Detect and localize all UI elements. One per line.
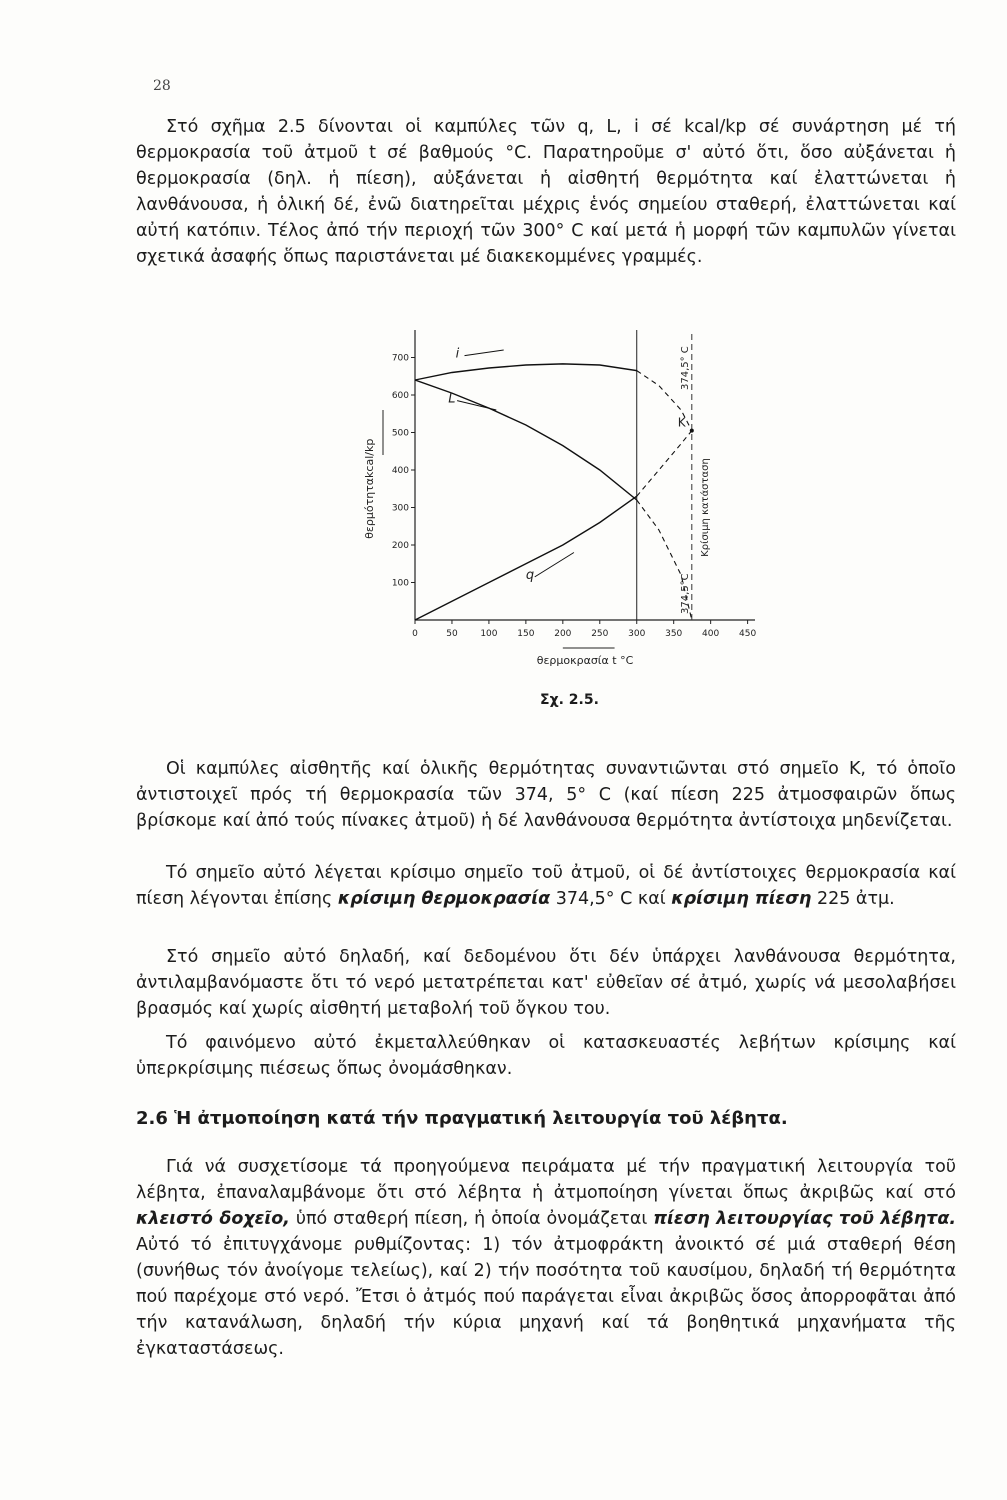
paragraph-critical-definition [136,860,956,912]
paragraph-direct-vaporization: Στό σημεῖο αὐτό δηλαδή, καί δεδομένου ὅτι δέν ὑπάρχει λανθάνουσα θερμότητα, ἀντιλαμβανόμαστε ὅτι τό νερό μετατρέπεται κατ' εὐθεῖαν σέ ἀτμό, χωρίς νά μεσολαβήσει βρασμός καί χωρίς αἰσθητή μεταβολή τοῦ ὄγκου του. [136,947,956,1019]
curve-q-dashed [637,431,692,497]
curve-i-solid [415,364,637,380]
figure-2-5-chart [355,320,775,690]
y-tick-label: 200 [391,541,409,551]
figure-caption: Σχ. 2.5. [540,692,599,708]
text-run: Αὐτό τό ἐπιτυγχάνομε ρυθμίζοντας: 1) τόν ἀτμοφράκτη ἀνοικτό σέ μιά σταθερή θέση (συνήθως τόν ἀνοίγομε τελείως), καί 2) τήν ποσότητα τοῦ καυσίμου, δηλαδή τή θερμότητα πού παρέχομε στό νερό. Ἔτσι ὁ ἀτμός πού παράγεται εἶναι ἀκριβῶς ὅσος ἀπορροφᾶται ἀπό τήν κατανάλωση, δηλαδή τήν κύρια μηχανή καί τά βοηθητικά μηχανήματα τῆς ἐγκαταστάσεως. [136,1235,956,1359]
text-run: Τό σημεῖο αὐτό λέγεται κρίσιμο σημεῖο τοῦ ἀτμοῦ, οἱ δέ ἀντίστοιχες θερμοκρασία καί πίεση λέγονται ἐπίσης [136,863,956,909]
y-tick-label: 600 [391,391,409,401]
term-critical-temperature: κρίσιμη θερμοκρασία [337,889,551,909]
x-tick-label: 400 [702,629,720,639]
paragraph-intro: Στό σχῆμα 2.5 δίνονται οἱ καμπύλες τῶν q, L, i σέ kcal/kp σέ συνάρτηση μέ τή θερμοκρασία τοῦ ἀτμοῦ t σέ βαθμούς °C. Παρατηροῦμε σ' αὐτό ὅτι, ὅσο αὐξάνεται ἡ θερμοκρασία (δηλ. ἡ πίεση), αὐξάνεται ἡ αἰσθητή θερμότητα καί ἐλαττώνεται ἡ λανθάνουσα, ἡ ὁλική δέ, ἐνῶ διατηρεῖται μέχρις ἑνός σημείου σταθερή, ἐλαττώνεται καί αὐτή κατόπιν. Τέλος ἀπό τήν περιοχή τῶν 300° C καί μετά ἡ μορφή τῶν καμπυλῶν γίνεται σχετικά ἀσαφής ὅπως παριστάνεται μέ διακεκομμένες γραμμές. [136,117,956,267]
x-tick-label: 100 [480,629,498,639]
annotation-critical-state: Κρίσιμη κατάσταση [699,458,711,557]
y-tick-label: 500 [391,428,409,439]
y-tick-label: 700 [391,353,409,364]
paragraph-real-operation [136,1154,956,1362]
term-operating-pressure: πίεση λειτουργίας τοῦ λέβητα. [653,1209,957,1229]
curve-arrow [457,401,496,410]
x-tick-label: 450 [739,629,757,639]
curve-q-label: q [525,567,535,583]
term-critical-pressure: κρίσιμη πίεση [671,889,812,909]
x-tick-label: 250 [591,629,609,639]
y-tick-label: 300 [391,503,409,514]
paragraph-critical-point: Οἱ καμπύλες αἰσθητῆς καί ὁλικῆς θερμότητας συναντιῶνται στό σημεῖο Κ, τό ὁποῖο ἀντιστοιχεῖ πρός τή θερμοκρασία τῶν 374, 5° C (καί πίεση 225 ἀτμοσφαιρῶν ὅπως βρίσκομε καί ἀπό τούς πίνακες ἀτμοῦ) ἡ δέ λανθάνουσα θερμότητα ἀντίστοιχα μηδενίζεται. [136,759,956,831]
text-run: ὑπό σταθερή πίεση, ἡ ὁποία ὀνομάζεται [289,1209,654,1229]
x-tick-label: 200 [554,629,572,639]
x-tick-label: 50 [446,629,458,639]
x-tick-label: 150 [517,629,535,639]
curve-l-label: L [448,391,456,407]
annotation-critical-temp-top: 374,5° C [679,346,691,390]
annotation-critical-temp-bottom: 374,5°C [679,573,691,614]
y-tick-label: 100 [391,578,409,589]
x-axis-label: θερμοκρασία t °C [536,654,634,667]
critical-point-k [690,429,694,433]
y-tick-label: 400 [391,466,409,476]
page-number: 28 [153,78,171,94]
term-closed-vessel: κλειστό δοχεῖο, [136,1209,290,1229]
text-run: 374,5° C καί [550,889,672,909]
text-run: 225 ἀτμ. [811,889,895,909]
x-tick-label: 300 [628,629,646,639]
curve-arrow [465,350,504,356]
curve-q-solid [415,496,637,620]
section-heading: 2.6 Ἡ ἀτμοποίηση κατά τήν πραγματική λειτουργία τοῦ λέβητα. [136,1108,788,1129]
x-tick-label: 0 [412,629,418,639]
critical-point-label: K [677,415,686,430]
y-axis-label: θερμότηταkcal/kp [363,438,376,539]
curve-i-label: i [455,346,460,362]
text-run: Γιά νά συσχετίσομε τά προηγούμενα πειράματα μέ τήν πραγματική λειτουργία τοῦ λέβητα, ἐπαναλαμβάνομε ὅτι στό λέβητα ἡ ἀτμοποίηση γίνεται ὅπως ἀκριβῶς καί στό [136,1157,956,1203]
paragraph-boiler-makers: Τό φαινόμενο αὐτό ἐκμεταλλεύθηκαν οἱ κατασκευαστές λεβήτων κρίσιμης καί ὑπερκρίσιμης πιέσεως ὅπως ὀνομάσθηκαν. [136,1033,956,1079]
x-tick-label: 350 [665,629,683,639]
